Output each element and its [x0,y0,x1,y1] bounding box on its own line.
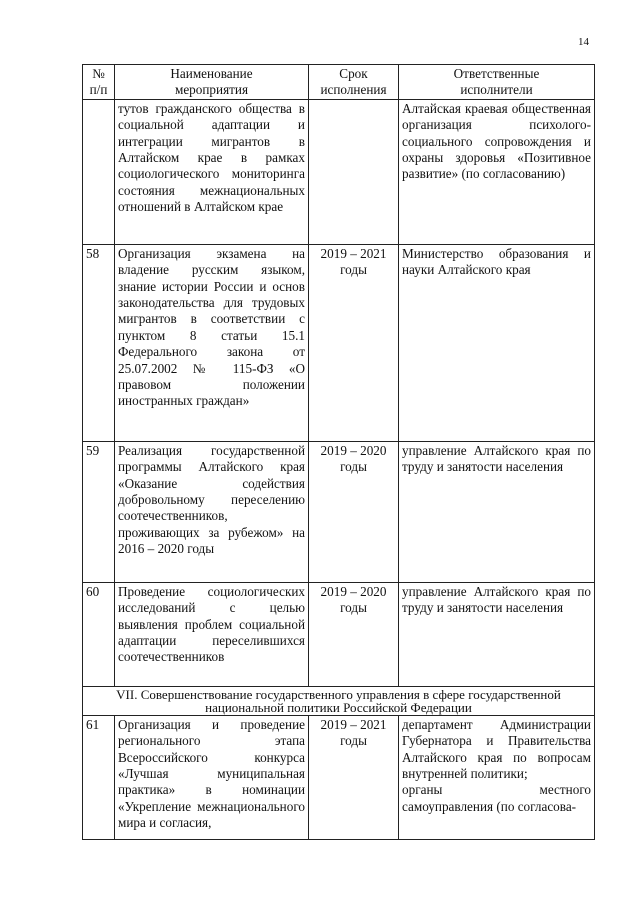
row-activity-name: Реализация государственной программы Алтайского края «Оказание содействия добровольному переселению соотечественников, проживающих за рубежом» на 2016 – 2020 годы [115,441,309,582]
section-title: VII. Совершенствование государственного управления в сфере государственной национальной политики Российской Федерации [83,686,595,715]
table-row [83,715,595,839]
row-responsible: управление Алтайского края по труду и занятости населения [399,441,595,582]
header-responsible: Ответственные исполнители [399,65,595,100]
activities-table [82,64,595,840]
row-number: 58 [83,244,115,441]
section-heading-row [83,686,595,715]
row-term: 2019 – 2021 годы [309,715,399,839]
row-activity-name: Организация экзамена на владение русским языком, знание истории России и основ законодательства для трудовых мигрантов в соответствии с пунктом 8 статьи 15.1 Федерального закона от 25.07.2002 № 115-ФЗ «О правовом положении иностранных граждан» [115,244,309,441]
header-number: № п/п [83,65,115,100]
row-number: 61 [83,715,115,839]
row-number: 59 [83,441,115,582]
row-term: 2019 – 2020 годы [309,441,399,582]
row-term: 2019 – 2021 годы [309,244,399,441]
page-number: 14 [578,36,589,48]
header-activity-name: Наименование мероприятия [115,65,309,100]
table-row [83,441,595,582]
row-responsible: Алтайская краевая общественная организация психолого-социального сопровождения и охраны здоровья «Позитивное развитие» (по согласованию) [399,99,595,244]
row-term [309,99,399,244]
table-row [83,582,595,686]
row-term: 2019 – 2020 годы [309,582,399,686]
table-header-row [83,65,595,100]
row-number: 60 [83,582,115,686]
table-row [83,244,595,441]
header-term: Срок исполнения [309,65,399,100]
table-row [83,99,595,244]
row-activity-name: Проведение социологических исследований с целью выявления проблем социальной адаптации переселившихся соотечественников [115,582,309,686]
row-activity-name: Организация и проведение регионального этапа Всероссийского конкурса «Лучшая муниципальная практика» в номинации «Укрепление межнационального мира и согласия, [115,715,309,839]
row-activity-name: тутов гражданского общества в социальной адаптации и интеграции мигрантов в Алтайском крае в рамках социологического мониторинга состояния межнациональных отношений в Алтайском крае [115,99,309,244]
row-responsible: управление Алтайского края по труду и занятости населения [399,582,595,686]
row-responsible: департамент Администрации Губернатора и Правительства Алтайского края по вопросам внутренней политики; органы местного самоуправления (по согласова- [399,715,595,839]
row-responsible: Министерство образования и науки Алтайского края [399,244,595,441]
row-number [83,99,115,244]
